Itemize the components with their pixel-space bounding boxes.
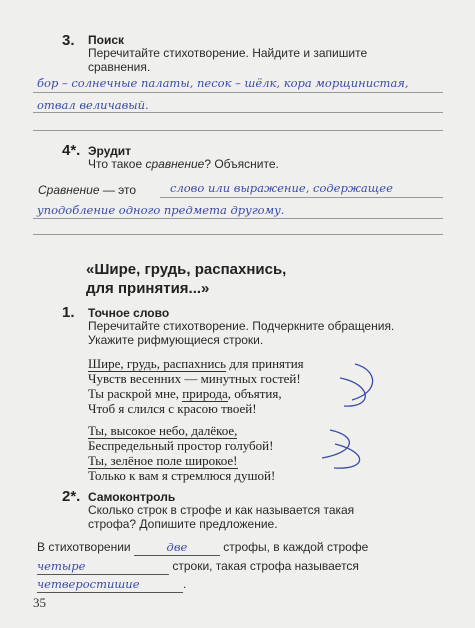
task-1-instruction-2: Укажите рифмующиеся строки.: [88, 333, 264, 347]
fill-blank-strophes[interactable]: две: [134, 540, 220, 556]
task-3-number: 3.: [62, 32, 75, 49]
task-3-instruction-1: Перечитайте стихотворение. Найдите и запишите: [88, 46, 368, 60]
task-3-answer-2[interactable]: отвал величавый.: [37, 98, 149, 112]
rhyme-arc: [334, 444, 360, 468]
task-2-instruction-2: строфа? Допишите предложение.: [88, 517, 278, 531]
task-1-number: 1.: [62, 304, 75, 321]
task-4-question: Что такое сравнение? Объясните.: [88, 157, 279, 171]
task-4-answer-1[interactable]: слово или выражение, содержащее: [170, 181, 393, 195]
fill-blank-strophe-type[interactable]: четверостишие: [37, 577, 183, 593]
task-4-definition-label: Сравнение — это: [38, 183, 137, 197]
poem-line: Беспредельный простор голубой!: [88, 438, 274, 453]
rhyme-arc: [352, 364, 373, 400]
poem-line: Ты раскрой мне, природа, объятия,: [88, 386, 282, 401]
rhyme-arc: [340, 378, 365, 406]
task-4-number: 4*.: [62, 142, 81, 159]
poem-line: Ты, высокое небо, далёкое,: [88, 423, 238, 438]
fill-blank-lines[interactable]: четыре: [37, 559, 169, 575]
task-2-sentence-line-2: четыре строки, такая строфа называется: [37, 559, 359, 573]
task-3-heading: Поиск: [88, 33, 125, 47]
task-1-instruction-1: Перечитайте стихотворение. Подчеркните обращения.: [88, 319, 395, 333]
poem-line: Чтоб я слился с красою твоей!: [88, 401, 257, 416]
page-number: 35: [33, 595, 46, 610]
poem-line: Шире, грудь, распахнись для принятия: [88, 356, 304, 371]
task-4-heading: Эрудит: [88, 144, 131, 158]
poem-line: Чувств весенних — минутных гостей!: [88, 371, 301, 386]
poem-line: Ты, зелёное поле широкое!: [88, 453, 238, 468]
task-4-answer-2[interactable]: уподобление одного предмета другому.: [37, 203, 285, 217]
task-3-answer-1[interactable]: бор – солнечные палаты, песок – шёлк, кора морщинистая,: [37, 76, 409, 90]
task-1-heading: Точное слово: [88, 306, 170, 320]
task-2-number: 2*.: [62, 488, 81, 505]
task-2-sentence-line-3: четверостишие .: [37, 577, 187, 591]
task-2-heading: Самоконтроль: [88, 490, 176, 504]
task-2-instruction-1: Сколько строк в строфе и как называется такая: [88, 503, 355, 517]
task-2-sentence-line-1: В стихотворении две строфы, в каждой строфе: [37, 540, 369, 554]
task-3-instruction-2: сравнения.: [88, 60, 151, 74]
poem-line: Только к вам я стремлюся душой!: [88, 468, 276, 483]
section-title: «Шире, грудь, распахнись, для принятия...»: [86, 261, 287, 297]
